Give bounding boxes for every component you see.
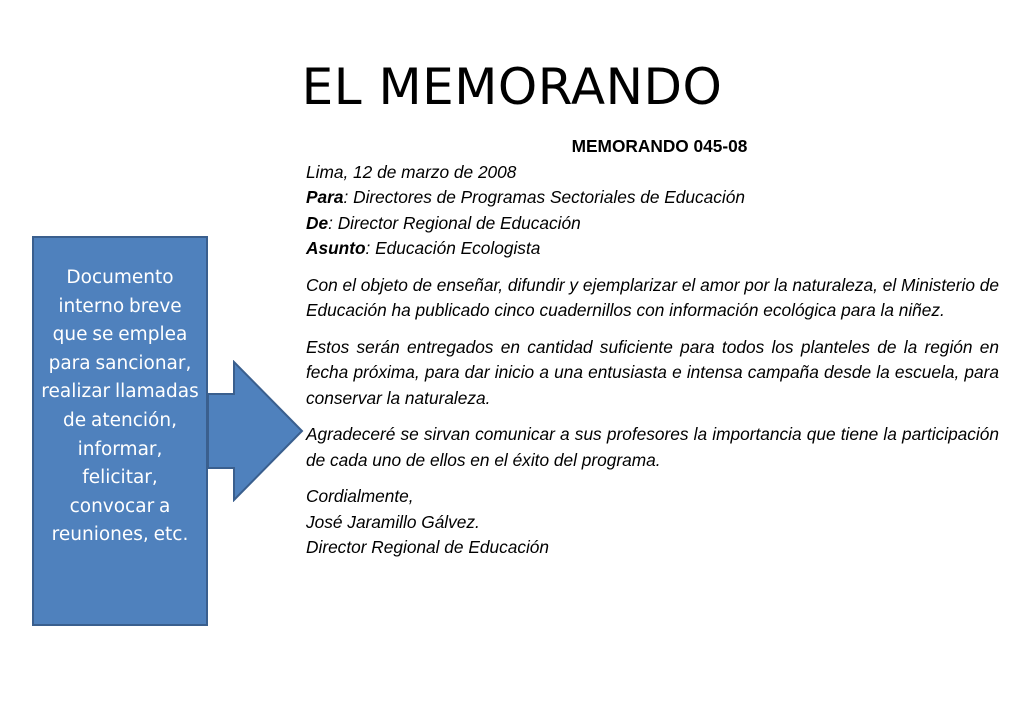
memo-from-value: : Director Regional de Educación — [328, 212, 581, 233]
memo-to-label: Para — [306, 187, 344, 207]
memo-to — [306, 185, 999, 211]
memo-signer-name: José Jaramillo Gálvez. — [306, 511, 480, 532]
memo-subject — [306, 236, 999, 262]
memo-subject-value: : Educación Ecologista — [365, 238, 541, 258]
memo-number: MEMORANDO 045-08 — [571, 136, 748, 156]
memo-paragraph: Con el objeto de enseñar, difundir y ejemplarizar el amor por la naturaleza, el Ministerio de Educación ha publicado cinco cuadernillos con información ecológica para la niñez. — [306, 274, 999, 320]
right-arrow-icon — [206, 360, 306, 502]
memo-date: Lima, 12 de marzo de 2008 — [306, 161, 517, 182]
memo-closing: Cordialmente, — [306, 486, 414, 506]
memo-from-label: De — [306, 212, 329, 233]
definition-text: Documento interno breve que se emplea para sancionar, realizar llamadas de atención, informar, felicitar, convocar a reuniones, etc. — [41, 267, 199, 546]
memo-subject-label: Asunto — [306, 238, 366, 258]
memo-paragraph: Estos serán entregados en cantidad suficiente para todos los planteles de la región en fecha próxima, para dar inicio a una entusiasta e intensa campaña desde la escuela, para conservar la naturaleza. — [306, 336, 999, 408]
slide-title: EL MEMORANDO — [301, 58, 723, 116]
memo-signer-title: Director Regional de Educación — [306, 537, 550, 557]
arrow-shape — [208, 362, 302, 500]
memo-paragraph: Agradeceré se sirvan comunicar a sus profesores la importancia que tiene la participación de cada uno de ellos en el éxito del programa. — [306, 424, 999, 470]
definition-box — [32, 236, 208, 626]
memo-document — [306, 134, 999, 561]
memo-to-value: : Directores de Programas Sectoriales de Educación — [343, 187, 745, 207]
memo-from — [306, 211, 999, 237]
